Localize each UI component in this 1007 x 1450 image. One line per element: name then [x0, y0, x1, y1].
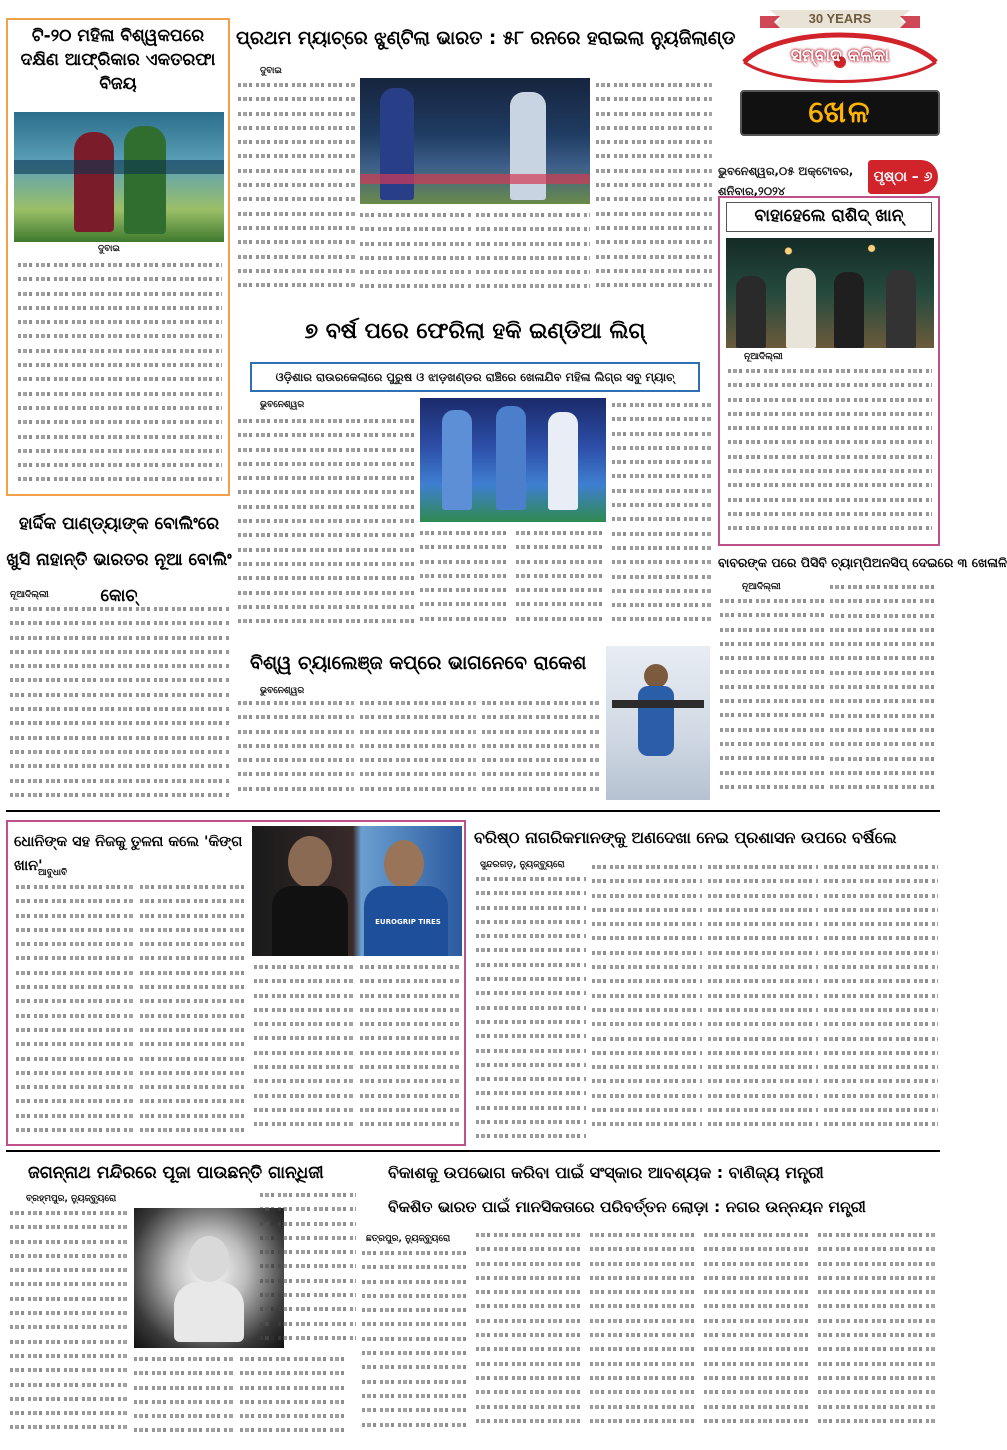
body-col-3	[476, 208, 590, 304]
headline: ବାବରଙ୍କ ପରେ ପିସିବି ଚ୍ୟାମ୍ପିଅନସିପ୍ ଦେଇରେ ୩ ଖେଳାଳି	[718, 555, 1007, 570]
gandhi-right-col	[260, 1188, 356, 1348]
masthead	[740, 6, 940, 156]
story-photo	[14, 112, 224, 242]
body-col-1	[476, 872, 586, 1144]
body	[360, 1156, 361, 1157]
headline: ବିକାଶକୁ ଉପଭୋଗ କରିବା ପାଇଁ ସଂସ୍କାର ଆବଶ୍ୟକ : ବାଣିଜ୍ୟ ମନ୍ତ୍ରୀ	[388, 1163, 824, 1182]
story-photo	[360, 78, 590, 204]
headline: ପ୍ରଥମ ମ୍ୟାଚ୍‌ରେ ଝୁଣ୍ଟିଲା ଭାରତ : ୫୮ ରନରେ ହରାଇଲା ନ୍ୟୁଜିଲାଣ୍ଡ	[236, 28, 736, 49]
date-block	[718, 160, 868, 200]
story-photo	[252, 826, 462, 956]
story-women-t20	[6, 18, 230, 496]
body-col-1	[720, 594, 824, 804]
story-babar	[718, 552, 1007, 806]
page-number: ପୃଷ୍ଠା – ୬	[873, 169, 933, 185]
page-number-badge	[868, 160, 938, 194]
body-col-2	[420, 526, 510, 636]
years-text: 30 YEARS	[808, 11, 872, 26]
body-col-4	[612, 398, 712, 636]
subhead: ଓଡ଼ିଶାର ରାଉରକେଲାରେ ପୁରୁଷ ଓ ଝାଡ଼ଖଣ୍ଡର ରାଞ୍ଚିରେ ଖେଳାଯିବ ମହିଳା ଲିଗ୍‌ର ସବୁ ମ୍ୟାଚ୍	[250, 362, 700, 392]
story-india-nz	[236, 18, 736, 304]
body-col-3	[482, 696, 600, 804]
story-rashid-khan	[718, 196, 940, 546]
body-col-4	[360, 960, 460, 1144]
dateline: ଆବୁଧାବି	[38, 868, 68, 878]
headline: ବରିଷ୍ଠ ନାଗରିକମାନଙ୍କୁ ଅଣଦେଖା ନେଇ ପ୍ରଶାସନ ଉପରେ ବର୍ଷିଲେ	[474, 828, 897, 847]
body-col-3	[516, 526, 606, 636]
headline: ଜଗନ୍ନାଥ ମନ୍ଦିରରେ ପୂଜା ପାଉଛନ୍ତି ଗାନ୍ଧିଜୀ	[28, 1163, 324, 1183]
body-col-4	[824, 860, 938, 1144]
body-col-1	[238, 696, 354, 804]
brand-logo	[740, 32, 940, 84]
headline: ବିଶ୍ୱ ଚ୍ୟାଲେଞ୍ଜ କପ୍‌ରେ ଭାଗନେବେ ରାକେଶ	[250, 652, 587, 674]
story-hockey-league	[236, 310, 714, 638]
body	[236, 310, 237, 311]
section-banner	[740, 90, 940, 136]
divider	[6, 1150, 940, 1152]
body	[474, 820, 475, 821]
body-col-3	[708, 860, 818, 1144]
body-col-3	[254, 960, 354, 1144]
headline: ହାର୍ଦ୍ଦିକ ପାଣ୍ଡ୍ୟାଙ୍କ ବୋଲିଂରେ ଖୁସି ନାହାନ୍ତି ଭାରତର ନୂଆ ବୋଲିଂ କୋଚ୍	[6, 514, 232, 606]
headline: ୭ ବର୍ଷ ପରେ ଫେରିଲା ହକି ଇଣ୍ଡିଆ ଲିଗ୍	[304, 319, 646, 344]
dateline: ବ୍ରହ୍ମପୁର, ନ୍ୟୁଜ୍‌ବ୍ୟୁରୋ	[26, 1194, 117, 1204]
body	[6, 506, 7, 507]
body-text-lines	[18, 258, 222, 492]
body-col-3	[240, 1352, 344, 1442]
body-col-4	[596, 78, 712, 304]
story-photo	[420, 398, 606, 522]
divider	[6, 810, 940, 812]
story-photo	[726, 238, 934, 348]
body-col-2	[592, 860, 702, 1144]
story-senior-citizens	[474, 820, 940, 1146]
body	[236, 78, 237, 79]
brand-name: ସମ୍ବାଦ କଳିକା	[790, 46, 890, 66]
body-col-2	[360, 696, 476, 804]
body-col-1	[238, 78, 356, 304]
dateline: ନୂଆଦିଲ୍ଲୀ	[744, 352, 783, 362]
dateline: ନୂଆଦିଲ୍ଲୀ	[742, 582, 781, 592]
body-col-2	[140, 880, 248, 1144]
dateline: ଭୁବନେଶ୍ୱର	[260, 400, 305, 410]
story-hardik	[6, 506, 232, 806]
section-title: ଖେଳ	[808, 95, 872, 130]
body-col-1	[16, 880, 134, 1144]
body-text-lines	[10, 602, 230, 806]
headline: ବାହାହେଲେ ରାଶିଦ୍ ଖାନ୍	[726, 202, 932, 232]
body-text-lines	[728, 364, 932, 542]
body-col-2	[830, 580, 938, 804]
dateline: ନୂଆଦିଲ୍ଲୀ	[10, 590, 49, 600]
story-photo	[606, 646, 710, 800]
years-ribbon	[760, 6, 920, 32]
body-col-5	[818, 1228, 936, 1442]
body	[6, 1156, 7, 1157]
body-col-4	[704, 1228, 812, 1442]
body	[718, 552, 719, 553]
dateline: ଭୁବନେଶ୍ୱର	[260, 686, 305, 696]
dateline: ଦୁବାଇ	[260, 66, 282, 76]
body-col-1	[362, 1246, 470, 1442]
dateline: ଦୁବାଇ	[98, 244, 120, 254]
body-col-1	[10, 1206, 128, 1442]
headline-secondary: ବିକଶିତ ଭାରତ ପାଇଁ ମାନସିକତାରେ ପରିବର୍ତ୍ତନ ଲୋଡ଼ା : ନଗର ଉନ୍ନୟନ ମନ୍ତ୍ରୀ	[388, 1198, 866, 1216]
dateline: ସୁନ୍ଦରଗଡ଼, ନ୍ୟୁଜ୍‌ବ୍ୟୁରୋ	[480, 860, 565, 870]
jersey-text: EUROGRIP TIRES	[375, 918, 441, 926]
dateline: ଛତ୍ରପୁର, ନ୍ୟୁଜ୍‌ବ୍ୟୁରୋ	[366, 1234, 451, 1244]
body-col-3	[590, 1228, 698, 1442]
headline: ଟି-୨୦ ମହିଳା ବିଶ୍ୱକପରେ ଦକ୍ଷିଣ ଆଫ୍ରିକାର ଏକତରଫା ବିଜୟ	[20, 26, 216, 94]
body	[8, 822, 9, 823]
body-col-2	[476, 1228, 584, 1442]
story-rakesh	[236, 644, 714, 806]
body	[236, 644, 237, 645]
body	[720, 198, 721, 199]
story-king-khan	[6, 820, 466, 1146]
headline: ଧୋନିଙ୍କ ସହ ନିଜକୁ ତୁଳନା କଲେ 'କିଙ୍ଗ ଖାନ'	[14, 830, 250, 878]
body-col-1	[238, 414, 414, 636]
story-commerce	[360, 1156, 940, 1446]
issue-date: ଭୁବନେଶ୍ୱର,୦୫ ଅକ୍ଟୋବର, ଶନିବାର,୨୦୨୪	[718, 164, 854, 198]
body-col-2	[360, 208, 472, 304]
body-col-2	[134, 1352, 234, 1442]
